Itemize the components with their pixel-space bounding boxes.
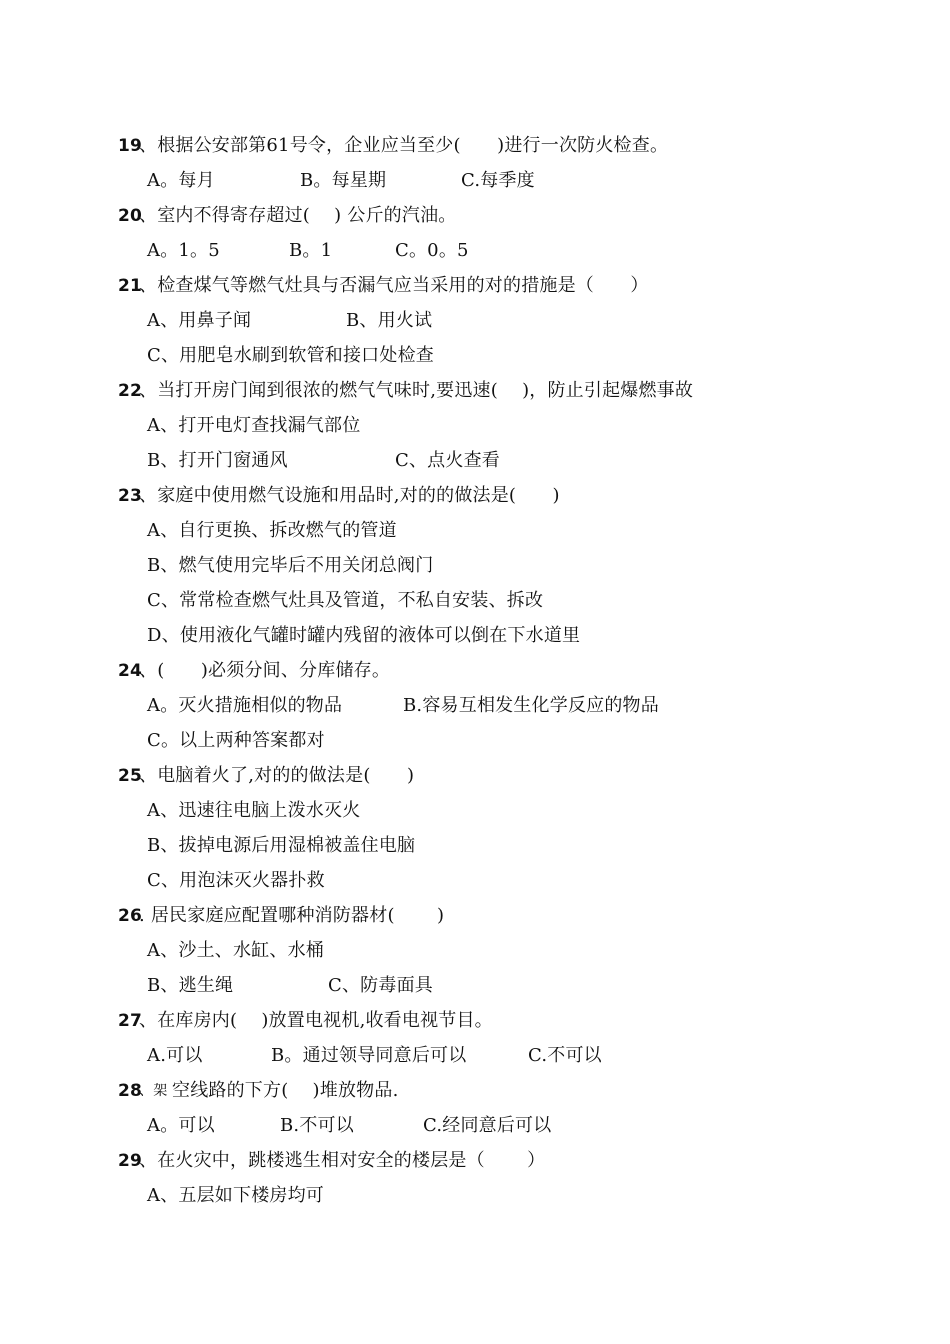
question-text: 空线路的下方( )堆放物品. [172, 1080, 399, 1101]
option-c: C、点火查看 [395, 450, 500, 471]
options-row [147, 168, 535, 194]
option-b: B.容易互相发生化学反应的物品 [403, 695, 659, 716]
option-b: B。通过领导同意后可以 [271, 1045, 467, 1066]
question-text: . 居民家庭应配置哪种消防器材( ) [139, 905, 445, 926]
question-text: 、根据公安部第61号令，企业应当至少( )进行一次防火检查。 [139, 135, 669, 156]
option-a: A。灭火措施相似的物品 [147, 695, 343, 716]
question-23 [118, 483, 560, 509]
option-b: B、逃生绳 [147, 975, 234, 996]
options-row [147, 238, 469, 264]
options-row [147, 413, 361, 439]
question-text: 、当打开房门闻到很浓的燃气气味时,要迅速( )，防止引起爆燃事故 [139, 380, 694, 401]
question-20 [118, 203, 457, 229]
question-text: 、检查煤气等燃气灶具与否漏气应当采用的对的措施是（ ） [139, 275, 649, 296]
options-row [147, 1183, 324, 1209]
option-b: B。1 [289, 240, 333, 261]
options-row [147, 798, 361, 824]
options-row [147, 973, 433, 999]
question-number: 20 [118, 206, 143, 226]
option-c: C、用肥皂水刷到软管和接口处检查 [147, 345, 434, 366]
option-a: A、自行更换、拆改燃气的管道 [147, 520, 397, 541]
option-c: C.不可以 [528, 1045, 602, 1066]
question-number: 28 [118, 1081, 143, 1101]
option-a: A、五层如下楼房均可 [147, 1185, 324, 1206]
option-a: A、沙土、水缸、水桶 [147, 940, 324, 961]
question-number: 27 [118, 1011, 143, 1031]
options-row [147, 728, 325, 754]
question-number: 26 [118, 906, 143, 926]
question-number: 29 [118, 1151, 143, 1171]
option-a: A.可以 [147, 1045, 203, 1066]
options-row [147, 343, 434, 369]
question-text: 、在库房内( )放置电视机,收看电视节目。 [139, 1010, 493, 1031]
options-row [147, 833, 416, 859]
options-row [147, 938, 324, 964]
option-c: C、用泡沫灭火器扑救 [147, 870, 325, 891]
options-row [147, 308, 433, 334]
options-row [147, 588, 544, 614]
option-a: A、迅速往电脑上泼水灭火 [147, 800, 361, 821]
option-b: B、燃气使用完毕后不用关闭总阀门 [147, 555, 434, 576]
question-28 [118, 1078, 399, 1104]
option-c: C。0。5 [395, 240, 469, 261]
question-number: 22 [118, 381, 143, 401]
question-27 [118, 1008, 493, 1034]
option-b: B.不可以 [280, 1115, 354, 1136]
option-a: A。1。5 [147, 240, 220, 261]
option-d: D、使用液化气罐时罐内残留的液体可以倒在下水道里 [147, 625, 581, 646]
question-24 [118, 658, 391, 684]
question-number: 24 [118, 661, 143, 681]
options-row [147, 693, 659, 719]
question-text: 、家庭中使用燃气设施和用品时,对的的做法是( ) [139, 485, 560, 506]
question-21 [118, 273, 649, 299]
question-number: 19 [118, 136, 143, 156]
options-row [147, 553, 434, 579]
question-22 [118, 378, 694, 404]
question-text: 、在火灾中，跳楼逃生相对安全的楼层是（ ） [139, 1150, 546, 1171]
question-prefix: 、架 [139, 1083, 168, 1099]
options-row [147, 518, 397, 544]
question-number: 23 [118, 486, 143, 506]
question-number: 25 [118, 766, 143, 786]
option-c: C.经同意后可以 [423, 1115, 552, 1136]
question-text: 、室内不得寄存超过( ) 公斤的汽油。 [139, 205, 457, 226]
option-c: C.每季度 [461, 170, 535, 191]
options-row [147, 448, 500, 474]
question-text: 、电脑着火了,对的的做法是( ) [139, 765, 415, 786]
option-b: B、打开门窗通风 [147, 450, 288, 471]
options-row [147, 1043, 602, 1069]
options-row [147, 868, 325, 894]
options-row [147, 1113, 552, 1139]
question-19 [118, 133, 669, 159]
question-26 [118, 903, 445, 929]
option-c: C。以上两种答案都对 [147, 730, 325, 751]
option-a: A、打开电灯查找漏气部位 [147, 415, 361, 436]
question-number: 21 [118, 276, 143, 296]
options-row [147, 623, 581, 649]
option-a: A。每月 [147, 170, 215, 191]
option-a: A。可以 [147, 1115, 215, 1136]
option-b: B、用火试 [346, 310, 433, 331]
question-25 [118, 763, 415, 789]
option-c: C、防毒面具 [328, 975, 433, 996]
question-29 [118, 1148, 546, 1174]
option-c: C、常常检查燃气灶具及管道，不私自安装、拆改 [147, 590, 544, 611]
question-text: 、( )必须分间、分库储存。 [139, 660, 391, 681]
option-b: B、拔掉电源后用湿棉被盖住电脑 [147, 835, 416, 856]
option-b: B。每星期 [300, 170, 387, 191]
option-a: A、用鼻子闻 [147, 310, 252, 331]
